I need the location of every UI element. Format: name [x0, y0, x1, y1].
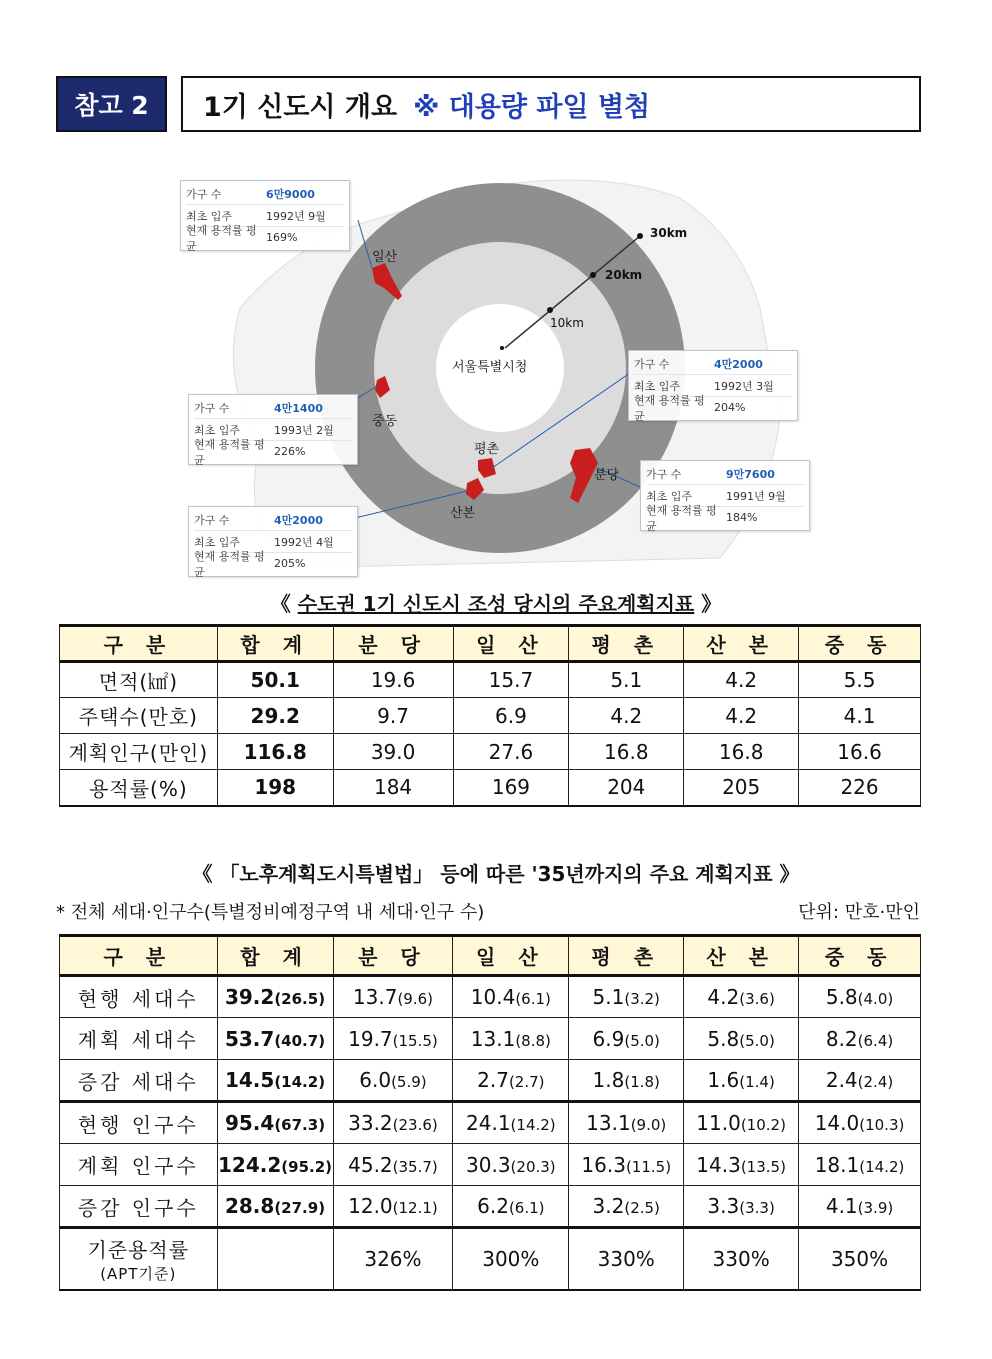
table2	[59, 934, 921, 1291]
center-label: 서울특별시청	[452, 360, 528, 375]
table-row: 주택수(만호) 29.2 9.7 6.9 4.2 4.2 4.1	[60, 698, 921, 734]
table-row: 계획 세대수 53.7(40.7) 19.7(15.5) 13.1(8.8) 6.9(5.0) 5.8(5.0) 8.2(6.4)	[60, 1018, 921, 1060]
table-row: 면적(㎢) 50.1 19.6 15.7 5.1 4.2 5.5	[60, 662, 921, 698]
label-pyeongchon: 평촌	[474, 442, 500, 457]
table-row: 계획인구(만인) 116.8 39.0 27.6 16.8 16.8 16.6	[60, 734, 921, 770]
label-jungdong: 중동	[372, 414, 398, 429]
table2-unit: 단위: 만호·만인	[798, 902, 920, 923]
table2-caption: 《 「노후계획도시특별법」 등에 따른 '35년까지의 주요 계획지표 》	[192, 862, 800, 886]
table-row: 현행 세대수 39.2(26.5) 13.7(9.6) 10.4(6.1) 5.1(3.2) 4.2(3.6) 5.8(4.0)	[60, 976, 921, 1018]
table1	[59, 624, 921, 807]
info-pyeongchon: 가구 수 4만2000 최초 입주 1992년 3월 현재 용적률 평균 204%	[628, 350, 798, 421]
table-row: 계획 인구수 124.2(95.2) 45.2(35.7) 30.3(20.3) 16.3(11.5) 14.3(13.5) 18.1(14.2)	[60, 1144, 921, 1186]
table-row: 용적률(%) 198 184 169 204 205 226	[60, 770, 921, 806]
info-bundang: 가구 수 9만7600 최초 입주 1991년 9월 현재 용적률 평균 184%	[640, 460, 810, 531]
dist-10km: 10km	[550, 316, 584, 330]
label-sanbon: 산본	[450, 506, 476, 521]
dist-30km: 30km	[650, 226, 688, 240]
page-title: 1기 신도시 개요	[203, 91, 398, 123]
table1-caption: 《 수도권 1기 신도시 조성 당시의 주요계획지표 》	[270, 592, 722, 616]
new-town-map	[180, 158, 820, 578]
table-row: 현행 인구수 95.4(67.3) 33.2(23.6) 24.1(14.2) 13.1(9.0) 11.0(10.2) 14.0(10.3)	[60, 1102, 921, 1144]
dist-20km: 20km	[605, 268, 643, 282]
table1-header: 구 분 합 계 분 당 일 산 평 촌 산 본 중 동	[60, 626, 921, 662]
table2-header: 구 분 합 계 분 당 일 산 평 촌 산 본 중 동	[60, 936, 921, 976]
title-box	[181, 76, 921, 132]
title-note: ※ 대용량 파일 별첨	[413, 91, 651, 123]
info-sanbon: 가구 수 4만2000 최초 입주 1992년 4월 현재 용적률 평균 205%	[188, 506, 358, 577]
info-jungdong: 가구 수 4만1400 최초 입주 1993년 2월 현재 용적률 평균 226%	[188, 394, 358, 465]
page-header	[56, 76, 921, 132]
info-ilsan: 가구 수 6만9000 최초 입주 1992년 9월 현재 용적률 평균 169%	[180, 180, 350, 251]
table-row-far: 기준용적률 (APT기준) 326% 300% 330% 330% 350%	[60, 1228, 921, 1290]
label-bundang: 분당	[594, 468, 620, 483]
table-row: 증감 인구수 28.8(27.9) 12.0(12.1) 6.2(6.1) 3.2(2.5) 3.3(3.3) 4.1(3.9)	[60, 1186, 921, 1228]
far-label-cell: 기준용적률 (APT기준)	[60, 1228, 218, 1290]
label-ilsan: 일산	[372, 250, 398, 265]
reference-badge: 참고 2	[56, 76, 167, 132]
table2-note: * 전체 세대·인구수(특별정비예정구역 내 세대·인구 수)	[56, 902, 485, 923]
table-row: 증감 세대수 14.5(14.2) 6.0(5.9) 2.7(2.7) 1.8(1.8) 1.6(1.4) 2.4(2.4)	[60, 1060, 921, 1102]
